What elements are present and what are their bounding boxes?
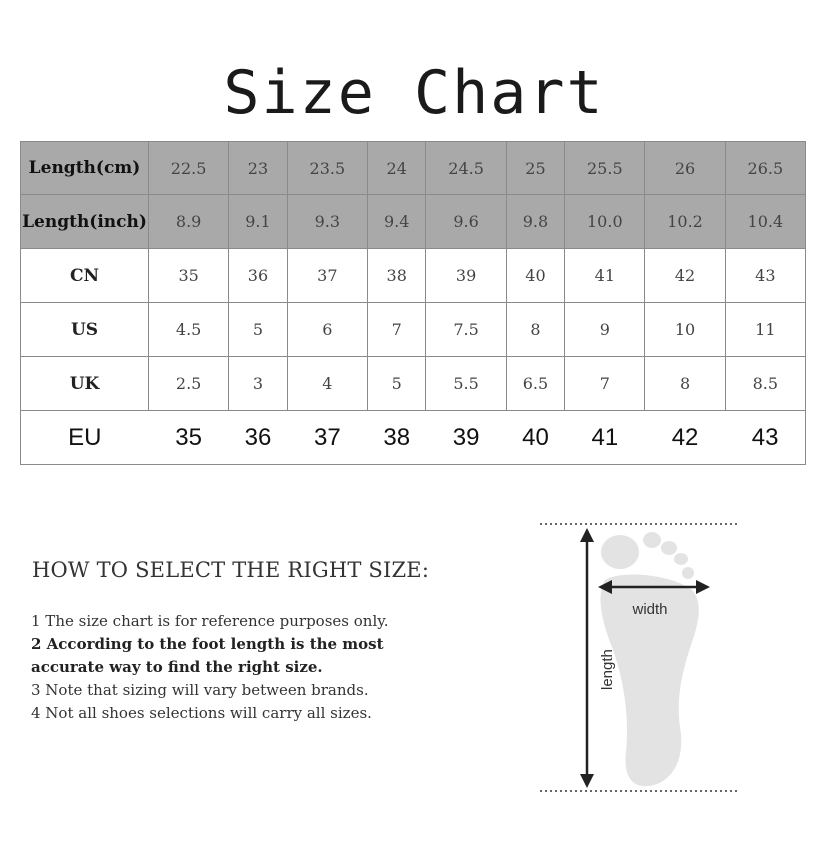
table-cell: 9: [565, 303, 645, 357]
note-item: 1 The size chart is for reference purposes only.: [31, 612, 389, 630]
table-cell: 35: [149, 411, 229, 465]
table-cell: 2.5: [149, 357, 229, 411]
table-cell: 4: [287, 357, 367, 411]
table-cell: 8: [645, 357, 725, 411]
table-cell: 9.6: [426, 195, 506, 249]
row-label: UK: [21, 357, 149, 411]
table-cell: 24.5: [426, 142, 506, 195]
table-row: [21, 249, 806, 303]
row-label: Length(inch): [21, 195, 149, 249]
table-cell: 3: [229, 357, 288, 411]
table-cell: 5: [229, 303, 288, 357]
table-cell: 22.5: [149, 142, 229, 195]
table-cell: 43: [725, 249, 805, 303]
table-cell: 37: [287, 411, 367, 465]
table-cell: 7.5: [426, 303, 506, 357]
table-cell: 9.8: [506, 195, 565, 249]
table-cell: 7: [565, 357, 645, 411]
table-row: [21, 303, 806, 357]
table-cell: 5: [367, 357, 426, 411]
table-cell: 42: [645, 249, 725, 303]
table-cell: 39: [426, 411, 506, 465]
note-item: 4 Not all shoes selections will carry all sizes.: [31, 704, 372, 722]
howto-heading: HOW TO SELECT THE RIGHT SIZE:: [32, 558, 430, 582]
table-cell: 23.5: [287, 142, 367, 195]
table-cell: 43: [725, 411, 805, 465]
table-cell: 26: [645, 142, 725, 195]
table-row: [21, 357, 806, 411]
notes-list: [31, 610, 411, 725]
row-label: US: [21, 303, 149, 357]
length-label: length: [599, 649, 616, 690]
table-cell: 41: [565, 411, 645, 465]
row-label: CN: [21, 249, 149, 303]
width-label: width: [632, 601, 668, 618]
table-cell: 25: [506, 142, 565, 195]
size-table: [20, 141, 806, 465]
table-cell: 36: [229, 249, 288, 303]
table-cell: 10.0: [565, 195, 645, 249]
table-cell: 9.3: [287, 195, 367, 249]
page-title: Size Chart: [223, 58, 605, 128]
table-cell: 42: [645, 411, 725, 465]
row-label: Length(cm): [21, 142, 149, 195]
table-cell: 10.4: [725, 195, 805, 249]
table-cell: 23: [229, 142, 288, 195]
table-cell: 7: [367, 303, 426, 357]
table-cell: 37: [287, 249, 367, 303]
note-item: 2 According to the foot length is the most accurate way to find the right size.: [31, 635, 384, 676]
length-arrow-up-icon: [580, 528, 594, 542]
table-cell: 26.5: [725, 142, 805, 195]
table-cell: 11: [725, 303, 805, 357]
table-cell: 24: [367, 142, 426, 195]
table-cell: 36: [229, 411, 288, 465]
table-row: [21, 142, 806, 195]
table-cell: 8.9: [149, 195, 229, 249]
table-cell: 10: [645, 303, 725, 357]
length-arrow-down-icon: [580, 774, 594, 788]
table-cell: 8.5: [725, 357, 805, 411]
table-cell: 6: [287, 303, 367, 357]
table-cell: 8: [506, 303, 565, 357]
table-cell: 40: [506, 411, 565, 465]
table-cell: 38: [367, 249, 426, 303]
table-row: [21, 411, 806, 465]
table-cell: 38: [367, 411, 426, 465]
table-cell: 5.5: [426, 357, 506, 411]
foot-measure-diagram: [530, 512, 750, 802]
note-item: 3 Note that sizing will vary between brands.: [31, 681, 369, 699]
row-label: EU: [21, 411, 149, 465]
table-cell: 41: [565, 249, 645, 303]
table-cell: 35: [149, 249, 229, 303]
table-cell: 25.5: [565, 142, 645, 195]
table-cell: 40: [506, 249, 565, 303]
table-cell: 4.5: [149, 303, 229, 357]
table-cell: 9.4: [367, 195, 426, 249]
width-arrow-right-icon: [696, 580, 710, 594]
table-row: [21, 195, 806, 249]
table-cell: 10.2: [645, 195, 725, 249]
table-cell: 9.1: [229, 195, 288, 249]
table-cell: 6.5: [506, 357, 565, 411]
table-cell: 39: [426, 249, 506, 303]
